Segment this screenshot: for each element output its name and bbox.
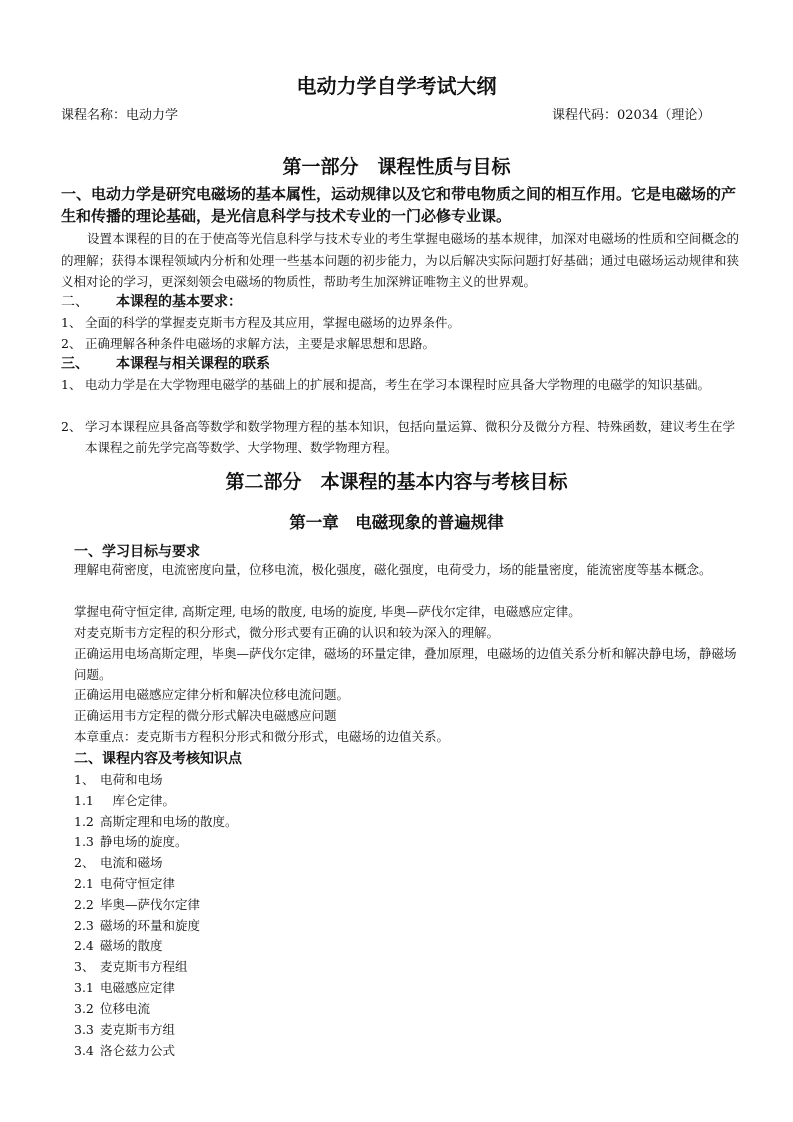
part1-section2-heading [61,291,242,311]
knowledge-point: 3.3 麦克斯韦方组 [74,1022,176,1037]
knowledge-point: 3.4 洛仑兹力公式 [74,1043,176,1058]
list-item: 1、 电动力学是在大学物理电磁学的基础上的扩展和提高，考生在学习本课程时应具备大学物理的电磁学的知识基础。 [61,377,711,392]
knowledge-points-heading: 二、课程内容及考核知识点 [74,751,242,767]
list-item: 2、 正确理解各种条件电磁场的求解方法，主要是求解思想和思路。 [61,336,436,351]
knowledge-point: 2.3 磁场的环量和旋度 [74,918,201,933]
knowledge-point: 2、 电流和磁场 [74,855,163,870]
part2-title: 第二部分 本课程的基本内容与考核目标 [225,471,568,493]
knowledge-point: 1、 电荷和电场 [74,772,163,787]
list-item: 2、 学习本课程应具备高等数学和数学物理方程的基本知识，包括向量运算、微积分及微分方程、特殊函数，建议考生在学本课程之前先学完高等数学、大学物理、数学物理方程。 [61,419,736,455]
objective-line: 正确运用电场高斯定理，毕奥—萨伐尔定律，磁场的环量定律，叠加原理，电磁场的边值关系分析和解决静电场，静磁场问题。 [74,646,737,682]
course-code: 课程代码：02034（理论） [552,108,711,123]
knowledge-point: 3.1 电磁感应定律 [74,980,176,995]
section-number: 三、 [61,356,89,372]
part1-section1-statement: 一、电动力学是研究电磁场的基本属性，运动规律以及它和带电物质之间的相互作用。它是电磁场的产生和传播的理论基础，是光信息科学与技术专业的一门必修专业课。 [61,185,737,225]
chapter-key-points: 本章重点：麦克斯韦方程积分形式和微分形式，电磁场的边值关系。 [74,729,450,744]
knowledge-point: 2.4 磁场的散度 [74,938,163,953]
objective-line: 掌握电荷守恒定律, 高斯定理, 电场的散度, 电场的旋度, 毕奥—萨伐尔定律，电磁感应定律。 [74,604,581,619]
objective-line: 正确运用电磁感应定律分析和解决位移电流问题。 [74,687,350,702]
knowledge-point: 1.2 高斯定理和电场的散度。 [74,814,238,829]
knowledge-point: 2.1 电荷守恒定律 [74,876,176,891]
part1-title: 第一部分 课程性质与目标 [282,156,511,178]
knowledge-point: 2.2 毕奥—萨伐尔定律 [74,897,201,912]
chapter1-title: 第一章 电磁现象的普遍规律 [289,513,504,532]
objectives-heading: 一、学习目标与要求 [74,544,200,560]
list-item: 1、 全面的科学的掌握麦克斯韦方程及其应用，掌握电磁场的边界条件。 [61,315,461,330]
course-name: 课程名称：电动力学 [61,108,179,123]
knowledge-point: 1.3 静电场的旋度。 [74,834,188,849]
objective-line: 正确运用韦方定程的微分形式解决电磁感应问题 [74,708,337,723]
section-heading-text: 本课程的基本要求： [116,294,242,310]
objective-line: 对麦克斯韦方定程的积分形式，微分形式要有正确的认识和较为深入的理解。 [74,625,500,640]
knowledge-point: 1.1 库仑定律。 [74,793,176,808]
part1-section1-paragraph: 设置本课程的目的在于使高等光信息科学与技术专业的考生掌握电磁场的基本规律，加深对电磁场的性质和空间概念的的理解；获得本课程领域内分析和处理一些基本问题的初步能力，为以后解决实际问题打好基础；通过电磁场运动规律和狭义相对论的学习，更深刻领会电磁场的物质性，帮助考生加深辨证唯物主义的世界观。 [61,231,739,289]
knowledge-point: 3、 麦克斯韦方程组 [74,959,188,974]
objective-line: 理解电荷密度，电流密度向量，位移电流，极化强度，磁化强度，电荷受力，场的能量密度，能流密度等基本概念。 [74,562,712,577]
knowledge-point: 3.2 位移电流 [74,1001,151,1016]
section-number: 二、 [61,294,89,310]
part1-section3-heading [61,353,270,373]
document-title: 电动力学自学考试大纲 [296,74,497,98]
section-heading-text: 本课程与相关课程的联系 [116,356,270,372]
